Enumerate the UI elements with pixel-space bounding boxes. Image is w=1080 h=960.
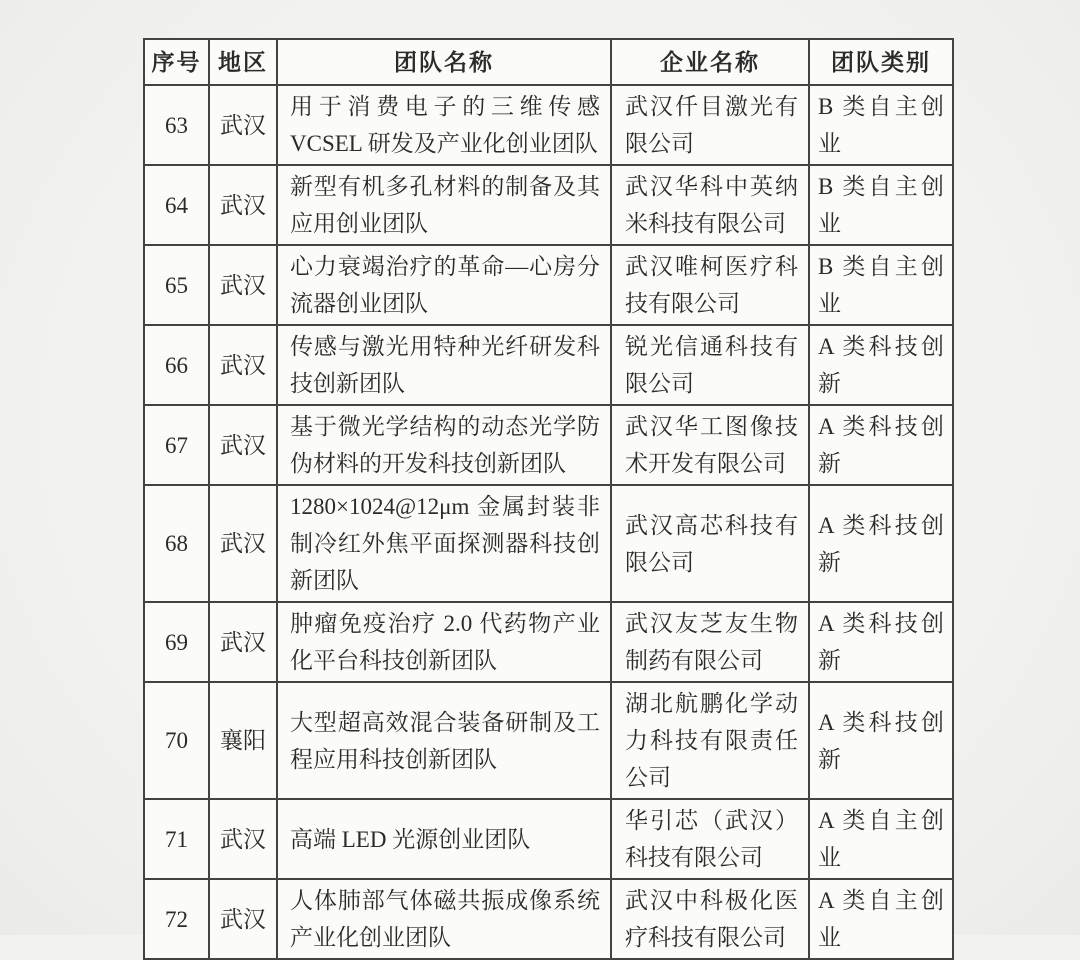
cell-team-name: 人体肺部气体磁共振成像系统产业化创业团队 <box>277 879 611 959</box>
cell-company-name: 湖北航鹏化学动力科技有限责任公司 <box>611 682 809 799</box>
table-row <box>144 799 953 879</box>
cell-serial-number: 71 <box>144 799 209 879</box>
cell-region: 武汉 <box>209 165 277 245</box>
team-roster-table <box>143 38 954 960</box>
header-cell-company-name: 企业名称 <box>611 39 809 85</box>
cell-company-name: 武汉唯柯医疗科技有限公司 <box>611 245 809 325</box>
table-row <box>144 682 953 799</box>
cell-team-category: A 类自主创业 <box>809 879 953 959</box>
cell-region: 武汉 <box>209 85 277 165</box>
cell-team-name: 心力衰竭治疗的革命—心房分流器创业团队 <box>277 245 611 325</box>
table-header-row <box>144 39 953 85</box>
header-cell-team-name: 团队名称 <box>277 39 611 85</box>
cell-team-name: 大型超高效混合装备研制及工程应用科技创新团队 <box>277 682 611 799</box>
cell-serial-number: 67 <box>144 405 209 485</box>
cell-company-name: 武汉华工图像技术开发有限公司 <box>611 405 809 485</box>
header-cell-region: 地区 <box>209 39 277 85</box>
cell-team-name: 传感与激光用特种光纤研发科技创新团队 <box>277 325 611 405</box>
cell-team-category: A 类科技创新 <box>809 682 953 799</box>
cell-team-name: 高端 LED 光源创业团队 <box>277 799 611 879</box>
table-row <box>144 879 953 959</box>
table-row <box>144 165 953 245</box>
cell-serial-number: 65 <box>144 245 209 325</box>
cell-region: 武汉 <box>209 602 277 682</box>
cell-company-name: 武汉华科中英纳米科技有限公司 <box>611 165 809 245</box>
cell-company-name: 武汉高芯科技有限公司 <box>611 485 809 602</box>
cell-team-name: 肿瘤免疫治疗 2.0 代药物产业化平台科技创新团队 <box>277 602 611 682</box>
cell-region: 武汉 <box>209 325 277 405</box>
cell-team-category: A 类科技创新 <box>809 325 953 405</box>
table-row <box>144 485 953 602</box>
cell-serial-number: 70 <box>144 682 209 799</box>
cell-company-name: 武汉仟目激光有限公司 <box>611 85 809 165</box>
cell-serial-number: 63 <box>144 85 209 165</box>
cell-region: 武汉 <box>209 485 277 602</box>
cell-region: 武汉 <box>209 879 277 959</box>
cell-region: 武汉 <box>209 405 277 485</box>
table-row <box>144 325 953 405</box>
table-row <box>144 245 953 325</box>
table-body <box>144 85 953 959</box>
table-header <box>144 39 953 85</box>
cell-team-name: 新型有机多孔材料的制备及其应用创业团队 <box>277 165 611 245</box>
cell-team-category: A 类自主创业 <box>809 799 953 879</box>
cell-serial-number: 69 <box>144 602 209 682</box>
cell-team-name: 1280×1024@12μm 金属封装非制冷红外焦平面探测器科技创新团队 <box>277 485 611 602</box>
cell-team-category: B 类自主创业 <box>809 85 953 165</box>
cell-region: 武汉 <box>209 799 277 879</box>
cell-team-category: A 类科技创新 <box>809 602 953 682</box>
header-cell-team-category: 团队类别 <box>809 39 953 85</box>
cell-serial-number: 68 <box>144 485 209 602</box>
cell-team-name: 基于微光学结构的动态光学防伪材料的开发科技创新团队 <box>277 405 611 485</box>
cell-company-name: 武汉友芝友生物制药有限公司 <box>611 602 809 682</box>
cell-company-name: 武汉中科极化医疗科技有限公司 <box>611 879 809 959</box>
cell-team-name: 用于消费电子的三维传感VCSEL 研发及产业化创业团队 <box>277 85 611 165</box>
table-row <box>144 602 953 682</box>
cell-serial-number: 66 <box>144 325 209 405</box>
cell-serial-number: 72 <box>144 879 209 959</box>
cell-region: 武汉 <box>209 245 277 325</box>
cell-region: 襄阳 <box>209 682 277 799</box>
table-row <box>144 85 953 165</box>
header-cell-serial-number: 序号 <box>144 39 209 85</box>
cell-team-category: B 类自主创业 <box>809 165 953 245</box>
cell-company-name: 华引芯（武汉）科技有限公司 <box>611 799 809 879</box>
cell-serial-number: 64 <box>144 165 209 245</box>
cell-company-name: 锐光信通科技有限公司 <box>611 325 809 405</box>
cell-team-category: A 类科技创新 <box>809 405 953 485</box>
cell-team-category: B 类自主创业 <box>809 245 953 325</box>
table-row <box>144 405 953 485</box>
cell-team-category: A 类科技创新 <box>809 485 953 602</box>
